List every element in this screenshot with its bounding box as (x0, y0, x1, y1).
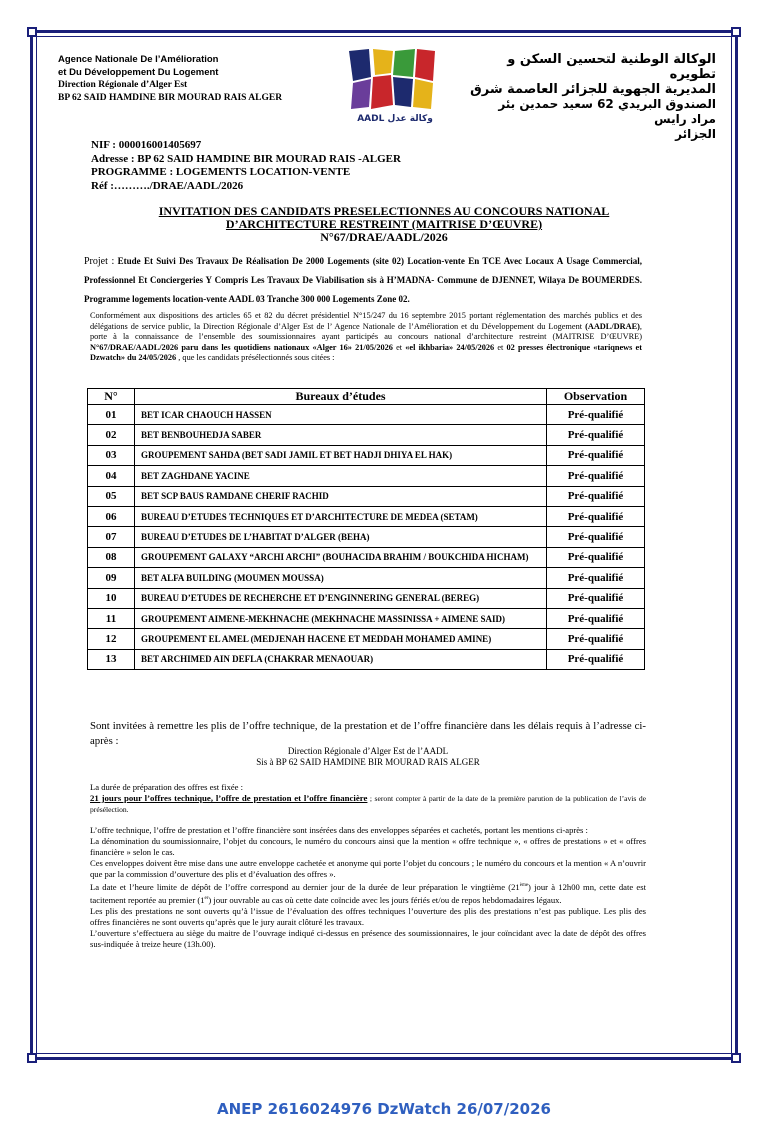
header-observation: Observation (547, 389, 645, 405)
row-bureau: BET BENBOUHEDJA SABER (135, 425, 547, 445)
header-arabic (470, 52, 716, 142)
nif: NIF : 000016001405697 (91, 139, 202, 151)
row-bureau: GROUPEMENT GALAXY “ARCHI ARCHI” (BOUHACIDA BRAHIM / BOUKCHIDA HICHAM) (135, 547, 547, 567)
row-bureau: GROUPEMENT SAHDA (BET SADI JAMIL ET BET HADJI DHIYA EL HAK) (135, 445, 547, 465)
title-line1: INVITATION DES CANDIDATS PRESELECTIONNES AU CONCOURS NATIONAL (158, 204, 610, 218)
table-row (88, 547, 645, 567)
direction-ar: المديرية الجهوية للجزائر العاصمة شرق (470, 82, 716, 97)
title-line2: D’ARCHITECTURE RESTREINT (MAITRISE D’ŒUVRE) (225, 217, 543, 231)
address-line1: Direction Régionale d’Alger Est de l’AADL (287, 746, 449, 756)
para-date-limite (90, 880, 646, 906)
intro-bold: 02 presses électronique «tariqnews et Dzwatch» du 24/05/2026 (90, 342, 643, 362)
intro-bold: (AADL/DRAE) (585, 321, 640, 331)
header-french (58, 53, 328, 105)
agency-name-ar: الوكالة الوطنية لتحسين السكن و تطويره (507, 52, 716, 82)
intro-bold: N°67/DRAE/AADL/2026 paru dans les quotidiens nationaux «Alger 16» 21/05/2026 (90, 342, 393, 352)
row-number: 01 (88, 405, 135, 425)
submission-address (90, 746, 646, 768)
row-observation: Pré-qualifié (547, 405, 645, 425)
para-ouverture-siege: L’ouverture s’effectuera au siège du maitre de l’ouvrage indiqué ci-dessus en présence des soumissionnaires, le jour coïncidant avec la date de dépôt des offres sus-indiquée à treize heure (13h.00). (90, 927, 646, 949)
row-number: 10 (88, 588, 135, 608)
projet-label: Projet : (84, 256, 115, 267)
row-observation: Pré-qualifié (547, 649, 645, 669)
header-num: N° (88, 389, 135, 405)
jours-bold: 21 jours pour l’offres technique, l’offre de prestation et l’offre financière (90, 793, 368, 803)
table-row (88, 405, 645, 425)
logo-text: AADL وكالة عدل (357, 114, 433, 124)
table-row (88, 425, 645, 445)
row-observation: Pré-qualifié (547, 527, 645, 547)
para-offres: L’offre technique, l’offre de prestation et l’offre financière sont insérées dans des enveloppes séparées et cachetés, portant les mentions ci-après : (90, 825, 588, 835)
row-number: 09 (88, 568, 135, 588)
row-observation: Pré-qualifié (547, 568, 645, 588)
address-line2: Sis à BP 62 SAID HAMDINE BIR MOURAD RAIS ALGER (256, 757, 480, 767)
row-number: 05 (88, 486, 135, 506)
table-row (88, 445, 645, 465)
agency-name-line2: et Du Développement Du Logement (58, 67, 219, 78)
row-observation: Pré-qualifié (547, 506, 645, 526)
table-row (88, 527, 645, 547)
row-number: 06 (88, 506, 135, 526)
direction-line: Direction Régionale d’Alger Est (58, 80, 188, 90)
para-ouverture-plis: Les plis des prestations ne sont ouverts qu’à l’issue de l’évaluation des offres techniques l’ouverture des plis des prestations n’est pas publique. Les plis des offres financières ne sont ouverts qu’après que le jury aurait clôturé les travaux. (90, 905, 646, 927)
row-observation: Pré-qualifié (547, 629, 645, 649)
para-denomination: La dénomination du soumissionnaire, l’objet du concours, le numéro du concours ainsi que la mention « offre technique », « offres de prestations » et « offres financière » selon le cas. (90, 836, 646, 857)
row-bureau: BUREAU D’ETUDES DE L’HABITAT D’ALGER (BEHA) (135, 527, 547, 547)
border-corner (27, 27, 37, 37)
row-bureau: GROUPEMENT AIMENE-MEKHNACHE (MEKHNACHE MASSINISSA + AIMENE SAID) (135, 608, 547, 628)
projet-paragraph (84, 252, 642, 309)
border-corner (731, 27, 741, 37)
row-bureau: BUREAU D’ETUDES TECHNIQUES ET D’ARCHITECTURE DE MEDEA (SETAM) (135, 506, 547, 526)
intro-bold: «el ikhbaria» 24/05/2026 (405, 342, 495, 352)
row-number: 12 (88, 629, 135, 649)
table-row (88, 506, 645, 526)
table-row (88, 608, 645, 628)
para-enveloppes: Ces enveloppes doivent être mise dans une autre enveloppe cachetée et anonyme qui porte l’objet du concours ; le numéro du concours et la mention « A n’ouvrir que par la commission d’ouverture des plis et d’évaluation des offres ». (90, 858, 646, 879)
row-bureau: BET ZAGHDANE YACINE (135, 466, 547, 486)
row-observation: Pré-qualifié (547, 547, 645, 567)
table-row (88, 486, 645, 506)
row-bureau: GROUPEMENT EL AMEL (MEDJENAH HACENE ET MEDDAH MOHAMED AMINE) (135, 629, 547, 649)
duree-line: La durée de préparation des offres est fixée : (90, 782, 244, 792)
row-bureau: BET ICAR CHAOUCH HASSEN (135, 405, 547, 425)
conditions-text (90, 782, 646, 950)
intro-text: et (494, 342, 507, 352)
title-number: N°67/DRAE/AADL/2026 (320, 230, 448, 244)
row-number: 03 (88, 445, 135, 465)
table-row (88, 629, 645, 649)
table-row (88, 649, 645, 669)
row-bureau: BUREAU D’ETUDES DE RECHERCHE ET D’ENGINNERING GENERAL (BEREG) (135, 588, 547, 608)
row-number: 07 (88, 527, 135, 547)
date-sup: ème (519, 883, 529, 888)
document-title (60, 205, 708, 244)
address-line: BP 62 SAID HAMDINE BIR MOURAD RAIS ALGER (58, 93, 283, 103)
row-number: 08 (88, 547, 135, 567)
intro-text: , que les candidats présélectionnés sous citées : (176, 353, 335, 362)
address-ar: الصندوق البريدي 62 سعيد حمدين بئر مراد رايس (498, 97, 716, 126)
border-corner (731, 1053, 741, 1063)
intro-text: et (392, 342, 406, 352)
agency-name-line1: Agence Nationale De l’Amélioration (58, 54, 219, 65)
row-observation: Pré-qualifié (547, 486, 645, 506)
row-number: 13 (88, 649, 135, 669)
table-row (88, 568, 645, 588)
candidates-table (87, 388, 645, 670)
projet-text: Etude Et Suivi Des Travaux De Réalisation De 2000 Logements (site 02) Location-vente En TCE Avec Locaux A Usage Commercial, Professionnel Et Conciergeries Y Compris Les Travaux De Viabilisation sis à H’MADNA- Commune de DJENNET, Wilaya De BOUMERDES. Programme logements location-vente AADL 03 Tranche 300 000 Logements Zone 02. (84, 256, 642, 304)
date-sup: er (204, 895, 209, 901)
jours-suite: ; seront compter à partir de la date de la première parution de la publication de l’avis de présélection. (90, 794, 646, 814)
publication-footer: ANEP 2616024976 DzWatch 26/07/2026 (217, 1100, 551, 1118)
header-bureaux: Bureaux d’études (135, 389, 547, 405)
reference: Réf :………./DRAE/AADL/2026 (91, 179, 244, 192)
intro-text: Conformément aux dispositions des articles 65 et 82 du décret présidentiel N°15/247 du 16 septembre 2015 portant réglementation des marchés publics et des délégations de service public, la Direction Régionale d’Alger Est de l’ Agence Nationale de l’Amélioration et du Développement du Logement (90, 311, 642, 331)
intro-paragraph (90, 311, 642, 364)
row-observation: Pré-qualifié (547, 466, 645, 486)
row-number: 02 (88, 425, 135, 445)
adresse: Adresse : BP 62 SAID HAMDINE BIR MOURAD RAIS -ALGER (91, 152, 401, 165)
table-row (88, 466, 645, 486)
table-header-row (88, 389, 645, 405)
date-text: ) jour ouvrable au cas où cette date coïncide avec les jours fériés et/ou de repos hebdomadaires légaux. (208, 894, 562, 905)
row-bureau: BET ALFA BUILDING (MOUMEN MOUSSA) (135, 568, 547, 588)
date-text: ) jour à 12h00 mn, cette date est tacitement reportée au premier (1 (90, 881, 646, 905)
border-corner (27, 1053, 37, 1063)
row-number: 04 (88, 466, 135, 486)
row-number: 11 (88, 608, 135, 628)
invitation-text: Sont invitées à remettre les plis de l’offre technique, de la prestation et de l’offre financière dans les délais requis à l’adresse ci- après : (90, 720, 646, 747)
row-observation: Pré-qualifié (547, 425, 645, 445)
row-bureau: BET ARCHIMED AIN DEFLA (CHAKRAR MENAOUAR) (135, 649, 547, 669)
programme: PROGRAMME : LOGEMENTS LOCATION-VENTE (91, 166, 351, 178)
jours-line (90, 793, 646, 815)
intro-text: , porte à la connaissance de l’ensemble des soumissionnaires ayant participés au concours national d’architecture restreint (MAITRISE D’ŒUVRE) (90, 321, 642, 341)
city-ar: الجزائر (675, 127, 716, 141)
table-row (88, 588, 645, 608)
date-text: La date et l’heure limite de dépôt de l’offre correspond au dernier jour de la durée de leur préparation le vingtième (21 (90, 881, 520, 892)
row-observation: Pré-qualifié (547, 588, 645, 608)
row-observation: Pré-qualifié (547, 608, 645, 628)
row-bureau: BET SCP BAUS RAMDANE CHERIF RACHID (135, 486, 547, 506)
row-observation: Pré-qualifié (547, 445, 645, 465)
document-meta (91, 139, 401, 193)
